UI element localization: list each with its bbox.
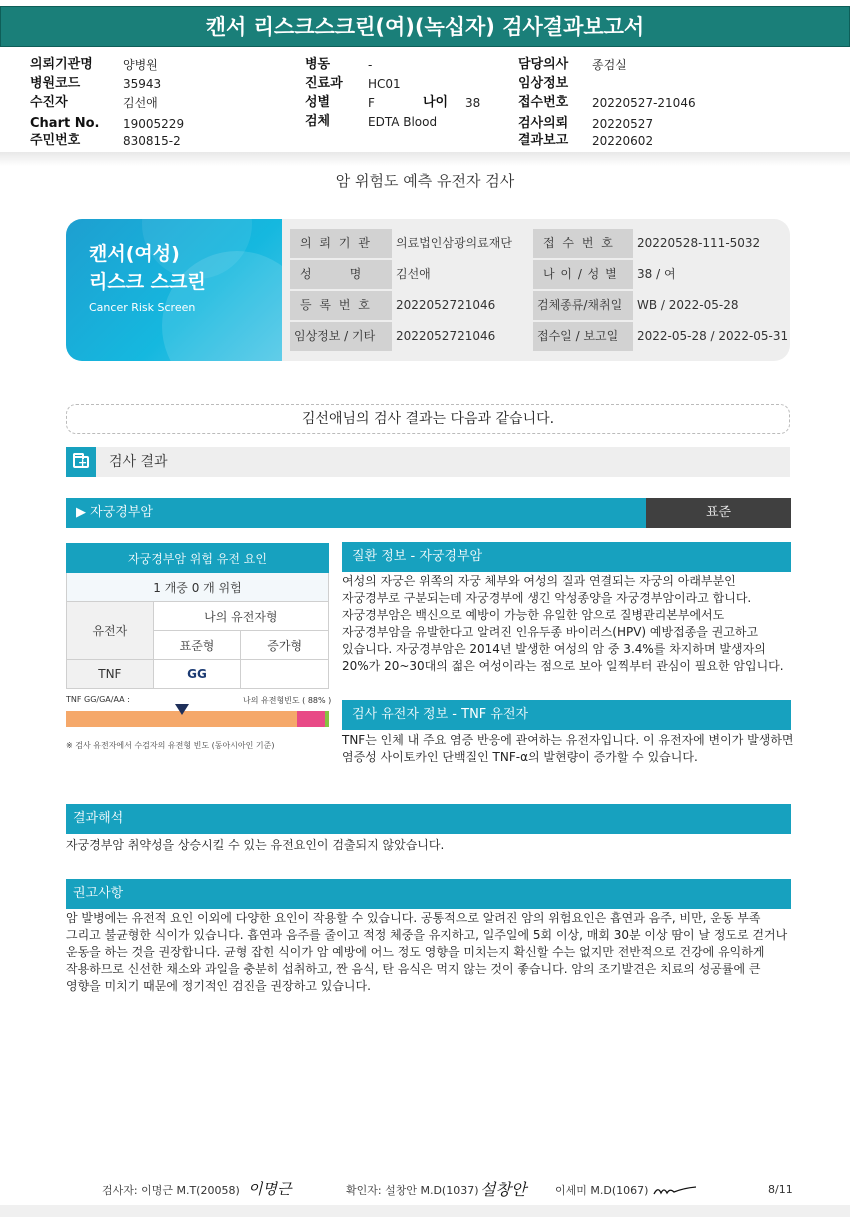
frequency-label: TNF GG/GA/AA : [66, 695, 130, 704]
text-line: 자궁경부로 구분되는데 자궁경부에 생긴 악성종양을 자궁경부암이라고 합니다. [342, 591, 752, 605]
header-value: 19005229 [123, 117, 185, 131]
frequency-bar-segment [297, 711, 325, 727]
frequency-my-label: 나의 유전형빈도 ( 88% ) [243, 696, 332, 705]
gene-table-summary [67, 573, 329, 602]
header-row [518, 95, 568, 110]
info-label: 접 수 번 호 [533, 229, 633, 258]
risk-grade-badge: 표준 [646, 498, 791, 528]
text-line: 염증성 사이토카인 단백질인 TNF-α의 발현량이 증가할 수 있습니다. [342, 750, 698, 764]
brand-title: 캔서(여성) [89, 243, 180, 265]
section-title: 검사 결과 [109, 454, 168, 470]
info-label: 검체종류/채취일 [533, 291, 633, 320]
col-gene-header: 유전자 [67, 602, 154, 660]
increased-cell [241, 660, 329, 689]
recommendation-header: 권고사항 [66, 879, 791, 909]
header-value: 38 [465, 96, 481, 110]
info-value: 의료법인삼광의료재단 [396, 236, 512, 250]
header-label: 성별 [305, 95, 331, 110]
info-label: 임상정보 / 기타 [290, 322, 392, 351]
header-value: EDTA Blood [368, 115, 438, 129]
brand-title: 리스크 스크린 [89, 271, 206, 293]
info-value: WB / 2022-05-28 [637, 298, 739, 312]
frequency-bar [66, 711, 329, 727]
info-value: 2022-05-28 / 2022-05-31 [637, 329, 789, 343]
frequency-bar-segment [325, 711, 329, 727]
header-label: 수진자 [30, 95, 68, 110]
col-my-genotype-header: 나의 유전자형 [153, 602, 328, 631]
interpretation-text: 자궁경부암 취약성을 상승시킬 수 있는 유전요인이 검출되지 않았습니다. [66, 838, 445, 852]
header-divider [0, 152, 850, 166]
info-value: 20220528-111-5032 [637, 236, 761, 250]
page-subtitle: 암 위험도 예측 유전자 검사 [335, 172, 515, 190]
header-row [423, 95, 448, 110]
gene-info-text [342, 732, 794, 766]
info-value: 2022052721046 [396, 298, 496, 312]
frequency-note: ※ 검사 유전자에서 수검자의 유전형 빈도 (동아시아인 기준) [66, 741, 275, 750]
text-line: 자궁경부암은 백신으로 예방이 가능한 유일한 암으로 질병관리본부에서도 [342, 608, 725, 622]
header-row [30, 95, 68, 110]
text-line: 암 발병에는 유전적 요인 이외에 다양한 요인이 작용할 수 있습니다. 공통적으로 알려진 암의 위험요인은 흡연과 음주, 비만, 운동 부족 [66, 911, 761, 925]
header-row [518, 76, 568, 91]
text-line: TNF는 인체 내 주요 염증 반응에 관여하는 유전자입니다. 이 유전자에 변이가 발생하면 [342, 733, 794, 747]
frequency-marker-icon [175, 704, 189, 715]
info-value: 김선애 [396, 267, 431, 281]
text-line: 있습니다. 자궁경부암은 2014년 발생한 여성의 암 중 3.4%를 차지하며 발생자의 [342, 642, 766, 656]
second-confirmer-label: 이세미 M.D(1067) [555, 1184, 649, 1197]
brand-panel [66, 219, 282, 361]
text-line: 자궁경부암을 유발한다고 알려진 인유두종 바이러스(HPV) 예방접종을 권고하고 [342, 625, 759, 639]
header-label: 나이 [423, 95, 449, 110]
recommendation-text [66, 910, 794, 995]
header-label: 결과보고 [518, 133, 569, 148]
greeting-banner: 김선애님의 검사 결과는 다음과 같습니다. [66, 404, 790, 434]
header-label: 접수번호 [518, 95, 569, 110]
header-row [305, 114, 330, 129]
section-header [66, 447, 790, 477]
header-label: 담당의사 [518, 57, 569, 72]
info-label: 등 록 번 호 [290, 291, 392, 320]
header-row [305, 95, 330, 110]
tester-label: 검사자: 이명근 M.T(20058) [102, 1184, 240, 1197]
header-row [305, 57, 330, 72]
col-standard-header: 표준형 [153, 631, 241, 660]
report-title: 캔서 리스크스크린(여)(녹십자) 검사결과보고서 [0, 6, 850, 47]
header-value: 양병원 [123, 58, 158, 72]
header-row [30, 76, 80, 91]
standard-cell: GG [153, 660, 241, 689]
gene-table-title: 자궁경부암 위험 유전 요인 [67, 544, 329, 573]
gene-cell: TNF [67, 660, 154, 689]
disease-info-text [342, 573, 784, 675]
folder-plus-icon: + [66, 447, 96, 477]
tester-signature: 이명근 [248, 1180, 292, 1198]
header-value: 830815-2 [123, 134, 181, 148]
header-value: HC01 [368, 77, 401, 91]
header-label: Chart No. [30, 116, 100, 131]
header-value: - [368, 58, 373, 72]
header-label: 주민번호 [30, 133, 81, 148]
info-label: 의 뢰 기 관 [290, 229, 392, 258]
gene-risk-table [66, 543, 329, 689]
confirmer-signature: 설창안 [480, 1180, 527, 1199]
text-line: 20%가 20~30대의 젊은 여성이라는 점으로 보아 일찍부터 관심이 필요한 암입니다. [342, 659, 784, 673]
header-value: 종검실 [592, 58, 627, 72]
header-row [305, 76, 343, 91]
col-increased-header: 증가형 [241, 631, 329, 660]
page-number: 8/11 [768, 1183, 793, 1196]
header-row [30, 116, 99, 131]
info-label: 접수일 / 보고일 [533, 322, 633, 351]
header-value: F [368, 96, 375, 110]
header-row [518, 57, 568, 72]
header-label: 병동 [305, 57, 331, 72]
disease-info-header: 질환 정보 - 자궁경부암 [342, 542, 791, 572]
table-row [67, 660, 329, 689]
brand-english: Cancer Risk Screen [89, 301, 196, 314]
info-value: 2022052721046 [396, 329, 496, 343]
info-label: 성 명 [290, 260, 392, 289]
header-label: 검체 [305, 114, 331, 129]
interpretation-header: 결과해석 [66, 804, 791, 834]
footer-band [0, 1205, 850, 1217]
header-row [30, 57, 93, 72]
header-value: 20220602 [592, 134, 654, 148]
header-label: 의뢰기관명 [30, 57, 93, 72]
header-value: 35943 [123, 77, 162, 91]
header-value: 20220527-21046 [592, 96, 696, 110]
cancer-name-bar: ▶ 자궁경부암 [66, 498, 646, 528]
header-label: 병원코드 [30, 76, 81, 91]
text-line: 작용하므로 신선한 채소와 과일을 충분히 섭취하고, 짠 음식, 탄 음식은 먹지 않는 것이 좋습니다. 암의 조기발견은 치료의 성공률에 큰 [66, 962, 761, 976]
header-label: 검사의뢰 [518, 116, 569, 131]
header-value: 20220527 [592, 117, 654, 131]
info-value: 38 / 여 [637, 267, 676, 281]
header-label: 진료과 [305, 76, 343, 91]
gene-info-header: 검사 유전자 정보 - TNF 유전자 [342, 700, 791, 730]
info-label: 나 이 / 성 별 [533, 260, 633, 289]
header-row [518, 133, 568, 148]
header-row [30, 133, 80, 148]
text-line: 영향을 미치기 때문에 정기적인 검진을 권장하고 있습니다. [66, 979, 371, 993]
text-line: 그리고 불균형한 식이가 있습니다. 흡연과 음주를 줄이고 적정 체중을 유지하고, 일주일에 5회 이상, 매회 30분 이상 땀이 날 정도로 걷거나 [66, 928, 788, 942]
header-value: 김선애 [123, 96, 158, 110]
second-signature-icon [652, 1184, 698, 1198]
summary-text: 1 개중 0 개 위험 [153, 580, 242, 595]
text-line: 여성의 자궁은 위쪽의 자궁 체부와 여성의 질과 연결되는 자궁의 아래부분인 [342, 574, 736, 588]
confirmer-label: 확인자: 설창안 M.D(1037) [346, 1184, 479, 1197]
header-row [518, 116, 568, 131]
text-line: 운동을 하는 것을 권장합니다. 균형 잡힌 식이가 암 예방에 어느 정도 영향을 미치는지 확신할 수는 없지만 전반적으로 건강에 유익하게 [66, 945, 765, 959]
header-label: 임상정보 [518, 76, 569, 91]
